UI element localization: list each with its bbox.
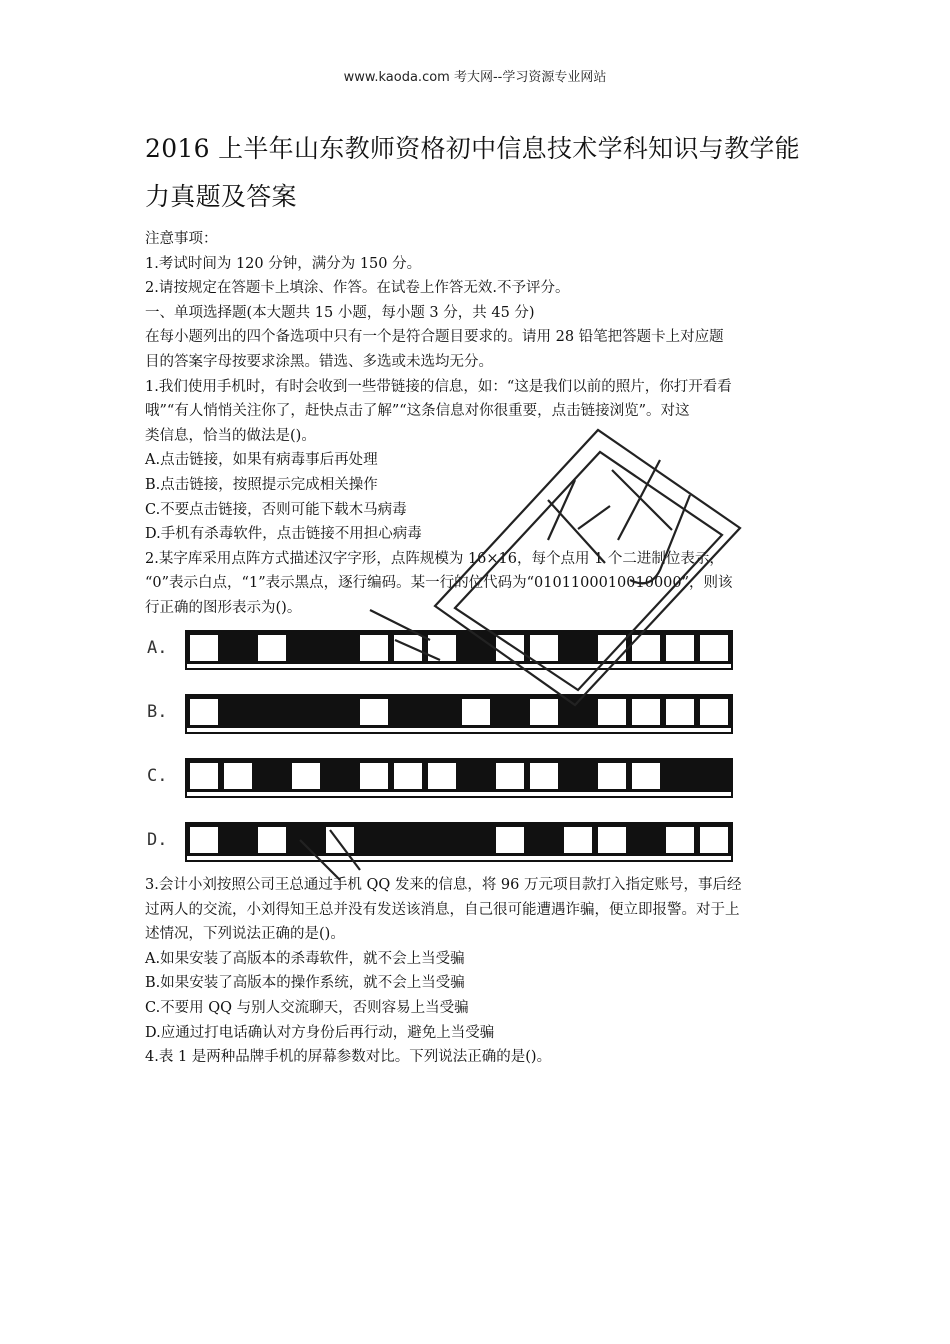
text-line: 2.请按规定在答题卡上填涂、作答。在试卷上作答无效.不予评分。 [145,280,570,297]
option-label: A. [147,638,168,658]
white-dot-cell [187,632,221,664]
white-dot-cell [391,632,425,664]
white-dot-cell [527,632,561,664]
white-dot-cell [595,632,629,664]
white-dot-cell [255,632,289,664]
site-header: www.kaoda.com 考大网--学习资源专业网站 [343,70,607,85]
white-dot-cell [459,696,493,728]
black-dot-cell [391,824,425,856]
white-dot-cell [289,760,323,792]
text-line: 1.考试时间为 120 分钟，满分为 150 分。 [145,255,422,272]
white-dot-cell [323,824,357,856]
text-line: 类信息，恰当的做法是()。 [145,427,316,444]
white-dot-cell [493,824,527,856]
white-dot-cell [595,696,629,728]
text-line: 一、单项选择题(本大题共 15 小题，每小题 3 分，共 45 分) [145,304,535,321]
black-dot-cell [527,824,561,856]
text-line: 过两人的交流，小刘得知王总并没有发送该消息，自己很可能遭遇诈骗，便立即报警。对于上 [145,901,740,918]
white-dot-cell [629,696,663,728]
white-dot-cell [629,632,663,664]
white-dot-cell [391,760,425,792]
white-dot-cell [527,760,561,792]
text-line: 1.我们使用手机时，有时会收到一些带链接的信息，如：“这是我们以前的照片，你打开看看 [145,378,732,395]
text-line: 3.会计小刘按照公司王总通过手机 QQ 发来的信息，将 96 万元项目款打入指定账号，事后经 [145,877,742,893]
option-label: C. [147,766,168,786]
black-dot-cell [289,824,323,856]
option-label: D. [147,830,168,850]
black-dot-cell [255,696,289,728]
white-dot-cell [697,696,731,728]
black-dot-cell [391,696,425,728]
white-dot-cell [357,696,391,728]
black-dot-cell [323,632,357,664]
text-line: “0”表示白点，“1”表示黑点，逐行编码。某一行的位代码为“0101100010010000”，则该 [145,575,733,592]
black-dot-cell [289,696,323,728]
bit-cells [185,758,733,798]
black-dot-cell [561,696,595,728]
white-dot-cell [595,824,629,856]
white-dot-cell [697,824,731,856]
text-line: 4.表 1 是两种品牌手机的屏幕参数对比。下列说法正确的是()。 [145,1049,552,1066]
black-dot-cell [425,696,459,728]
black-dot-cell [255,760,289,792]
text-line: 目的答案字母按要求涂黑。错选、多选或未选均无分。 [145,354,493,370]
white-dot-cell [663,824,697,856]
white-dot-cell [527,696,561,728]
white-dot-cell [425,632,459,664]
figure-row [145,816,765,860]
black-dot-cell [459,824,493,856]
white-dot-cell [561,824,595,856]
white-dot-cell [697,632,731,664]
white-dot-cell [187,696,221,728]
black-dot-cell [561,632,595,664]
black-dot-cell [221,632,255,664]
white-dot-cell [357,632,391,664]
title-line-2: 力真题及答案 [145,182,297,211]
dot-matrix-figure [145,624,765,872]
white-dot-cell [425,760,459,792]
text-line: A.如果安装了高版本的杀毒软件，就不会上当受骗 [145,950,465,967]
white-dot-cell [493,760,527,792]
figure-row [145,752,765,796]
white-dot-cell [187,760,221,792]
black-dot-cell [323,760,357,792]
text-line: B.如果安装了高版本的操作系统，就不会上当受骗 [145,975,465,992]
white-dot-cell [357,760,391,792]
black-dot-cell [323,696,357,728]
option-label: B. [147,702,168,722]
white-dot-cell [255,824,289,856]
black-dot-cell [459,632,493,664]
bit-cells [185,822,733,862]
black-dot-cell [221,824,255,856]
text-line: 哦”“有人悄悄关注你了，赶快点击了解”“这条信息对你很重要，点击链接浏览”。对这 [145,403,690,420]
black-dot-cell [561,760,595,792]
black-dot-cell [221,696,255,728]
black-dot-cell [289,632,323,664]
text-line: 述情况，下列说法正确的是()。 [145,926,345,943]
text-line: 2.某字库采用点阵方式描述汉字字形，点阵规模为 16×16，每个点用 1 个二进制位表示， [145,550,724,567]
text-line: C.不要点击链接，否则可能下载木马病毒 [145,501,407,518]
black-dot-cell [629,824,663,856]
bit-cells [185,694,733,734]
white-dot-cell [663,632,697,664]
text-line: 注意事项： [145,231,218,247]
black-dot-cell [357,824,391,856]
bit-cells [185,630,733,670]
text-line: C.不要用 QQ 与别人交流聊天，否则容易上当受骗 [145,1000,469,1016]
text-line: A.点击链接，如果有病毒事后再处理 [145,452,378,469]
white-dot-cell [629,760,663,792]
watermark-letter-x [612,460,672,540]
figure-row [145,624,765,668]
black-dot-cell [459,760,493,792]
black-dot-cell [663,760,697,792]
white-dot-cell [595,760,629,792]
text-line: D.手机有杀毒软件，点击链接不用担心病毒 [145,526,422,543]
black-dot-cell [493,696,527,728]
figure-row [145,688,765,732]
text-line: B.点击链接，按照提示完成相关操作 [145,477,378,493]
white-dot-cell [221,760,255,792]
title-line-1: 2016 上半年山东教师资格初中信息技术学科知识与教学能 [145,134,800,163]
text-line: 行正确的图形表示为()。 [145,600,302,616]
white-dot-cell [663,696,697,728]
white-dot-cell [493,632,527,664]
text-line: D.应通过打电话确认对方身份后再行动，避免上当受骗 [145,1024,495,1041]
black-dot-cell [697,760,731,792]
black-dot-cell [425,824,459,856]
text-line: 在每小题列出的四个备选项中只有一个是符合题目要求的。请用 28 铅笔把答题卡上对应题 [145,329,724,346]
white-dot-cell [187,824,221,856]
